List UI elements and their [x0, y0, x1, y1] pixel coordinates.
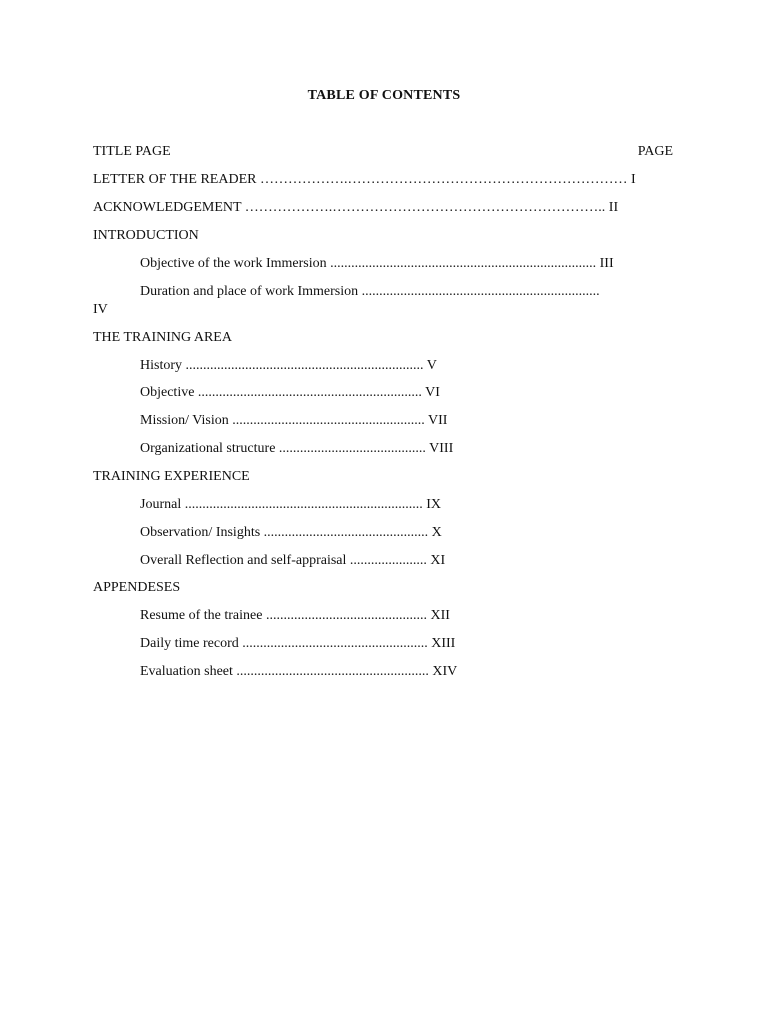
- toc-introduction: INTRODUCTION: [93, 228, 199, 243]
- toc-letter-of-reader: LETTER OF THE READER ……………….…………………………………………………… I: [93, 172, 636, 187]
- toc-training-experience: TRAINING EXPERIENCE: [93, 469, 250, 484]
- toc-objective: Objective ................................................................ VI: [140, 385, 440, 400]
- toc-resume: Resume of the trainee .............................................. XII: [140, 608, 450, 623]
- toc-duration-place: Duration and place of work Immersion ....................................................................: [140, 284, 600, 299]
- toc-organizational-structure: Organizational structure .......................................... VIII: [140, 441, 454, 456]
- toc-title-page: TITLE PAGE: [93, 144, 171, 159]
- toc-observation-insights: Observation/ Insights ............................................... X: [140, 525, 442, 540]
- toc-appendeses: APPENDESES: [93, 580, 181, 595]
- toc-heading: TABLE OF CONTENTS: [307, 88, 461, 103]
- toc-mission-vision: Mission/ Vision ....................................................... VII: [140, 413, 448, 428]
- toc-daily-time-record: Daily time record ..................................................... XIII: [140, 636, 456, 651]
- toc-training-area: THE TRAINING AREA: [93, 330, 232, 345]
- toc-history: History .................................................................... V: [140, 358, 437, 373]
- toc-evaluation-sheet: Evaluation sheet ....................................................... XIV: [140, 664, 458, 679]
- toc-objective-work-immersion: Objective of the work Immersion ............................................................................ III: [140, 256, 614, 271]
- toc-journal: Journal .................................................................... IX: [140, 497, 441, 512]
- toc-acknowledgement: ACKNOWLEDGEMENT ……………….………………………………………………….. II: [93, 200, 619, 215]
- toc-duration-page: IV: [93, 302, 108, 317]
- toc-overall-reflection: Overall Reflection and self-appraisal ...................... XI: [140, 553, 446, 568]
- toc-page-label: PAGE: [637, 144, 673, 159]
